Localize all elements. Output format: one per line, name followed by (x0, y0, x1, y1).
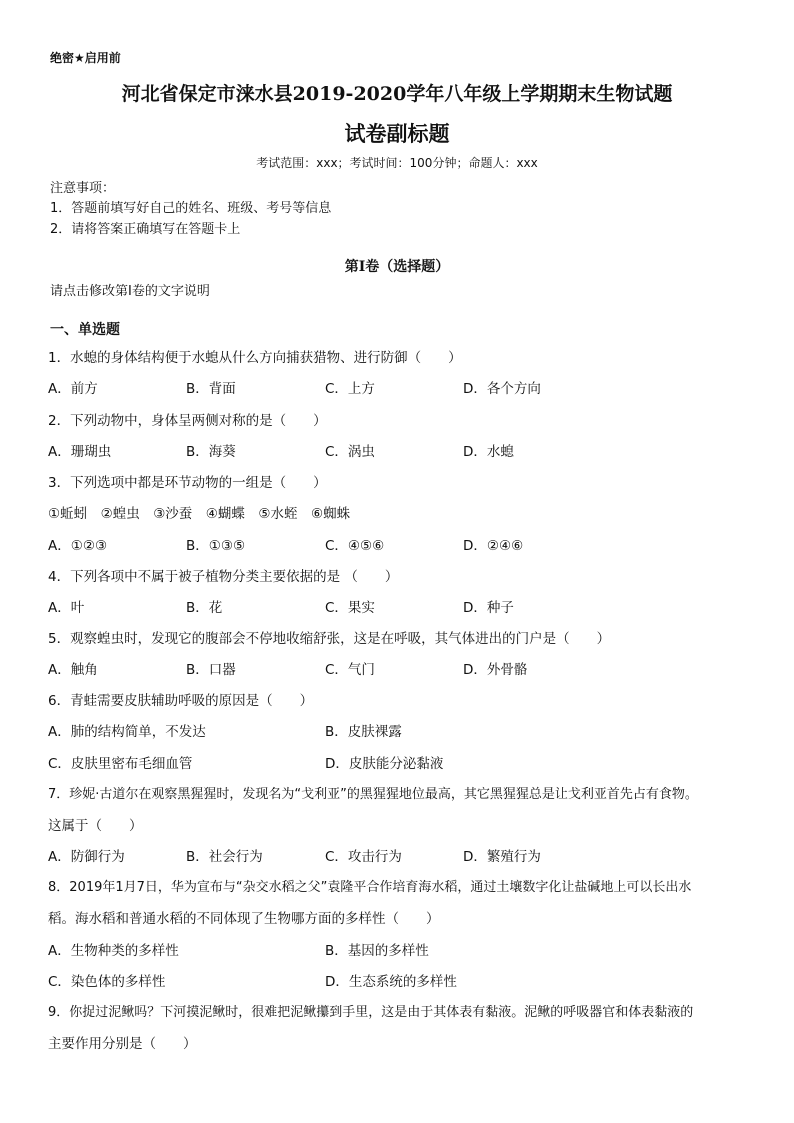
notice-item: 2．请将答案正确填写在答题卡上 (50, 222, 241, 237)
question-stem: 4．下列各项中不属于被子植物分类主要依据的是 （ ） (48, 569, 399, 585)
option-c: C．上方 (325, 381, 375, 397)
question-stem: 5．观察蝗虫时，发现它的腹部会不停地收缩舒张，这是在呼吸，其气体进出的门户是（ ） (48, 631, 611, 647)
option-b: B．背面 (186, 381, 236, 397)
option-a: A．防御行为 (48, 849, 125, 865)
question-stem-continued: 主要作用分别是（ ） (48, 1036, 197, 1052)
option-d: D．皮肤能分泌黏液 (325, 756, 444, 772)
part-title: 第I卷（选择题） (344, 259, 450, 275)
option-a: A．肺的结构简单，不发达 (48, 724, 206, 740)
question-stem: 6．青蛙需要皮肤辅助呼吸的原因是（ ） (48, 693, 314, 709)
exam-title: 河北省保定市涞水县2019-2020学年八年级上学期期末生物试题 (121, 83, 673, 105)
option-b: B．基因的多样性 (325, 943, 429, 959)
option-d: D．各个方向 (463, 381, 541, 397)
option-d: D．②④⑥ (463, 538, 524, 554)
question-stem: 2．下列动物中，身体呈两侧对称的是（ ） (48, 413, 327, 429)
option-c: C．④⑤⑥ (325, 538, 385, 554)
option-c: C．攻击行为 (325, 849, 402, 865)
option-d: D．外骨骼 (463, 662, 528, 678)
question-stem: 3．下列选项中都是环节动物的一组是（ ） (48, 475, 327, 491)
question-stem: 1．水螅的身体结构便于水螅从什么方向捕获猎物、进行防御（ ） (48, 350, 462, 366)
option-a: A．前方 (48, 381, 98, 397)
option-b: B．海葵 (186, 444, 236, 460)
option-b: B．①③⑤ (186, 538, 246, 554)
question-items: ①蚯蚓 ②蝗虫 ③沙蚕 ④蝴蝶 ⑤水蛭 ⑥蜘蛛 (48, 506, 351, 522)
option-c: C．涡虫 (325, 444, 375, 460)
option-a: A．生物种类的多样性 (48, 943, 179, 959)
question-stem: 8．2019年1月7日，华为宣布与“杂交水稻之父”袁隆平合作培育海水稻，通过土壤数字化让盐碱地上可以长出水 (48, 880, 692, 895)
option-d: D．生态系统的多样性 (325, 974, 457, 990)
notice-label: 注意事项： (50, 181, 116, 196)
option-b: B．花 (186, 600, 223, 616)
option-c: C．气门 (325, 662, 375, 678)
exam-subtitle: 试卷副标题 (344, 122, 450, 146)
confidential-mark: 绝密★启用前 (50, 51, 121, 65)
exam-info: 考试范围：xxx；考试时间：100分钟；命题人：xxx (256, 156, 538, 170)
option-d: D．种子 (463, 600, 514, 616)
option-a: A．叶 (48, 600, 85, 616)
question-stem: 9．你捉过泥鳅吗？下河摸泥鳅时，很难把泥鳅攥到手里，这是由于其体表有黏液。泥鳅的呼吸器官和体表黏液的 (48, 1005, 694, 1020)
notice-item: 1．答题前填写好自己的姓名、班级、考号等信息 (50, 201, 332, 216)
option-b: B．皮肤裸露 (325, 724, 402, 740)
option-c: C．果实 (325, 600, 375, 616)
option-d: D．水螅 (463, 444, 514, 460)
option-a: A．触角 (48, 662, 98, 678)
section-heading: 一、单选题 (50, 322, 120, 338)
option-b: B．社会行为 (186, 849, 263, 865)
option-a: A．珊瑚虫 (48, 444, 112, 460)
option-a: A．①②③ (48, 538, 108, 554)
option-b: B．口器 (186, 662, 236, 678)
question-stem-continued: 这属于（ ） (48, 818, 143, 834)
question-stem-continued: 稻。海水稻和普通水稻的不同体现了生物哪方面的多样性（ ） (48, 911, 440, 927)
option-d: D．繁殖行为 (463, 849, 541, 865)
option-c: C．皮肤里密布毛细血管 (48, 756, 193, 772)
option-c: C．染色体的多样性 (48, 974, 166, 990)
question-stem: 7．珍妮·古道尔在观察黑猩猩时，发现名为“戈利亚”的黑猩猩地位最高，其它黑猩猩总是让戈利亚首先占有食物。 (48, 787, 698, 802)
part-description: 请点击修改第I卷的文字说明 (50, 284, 210, 299)
